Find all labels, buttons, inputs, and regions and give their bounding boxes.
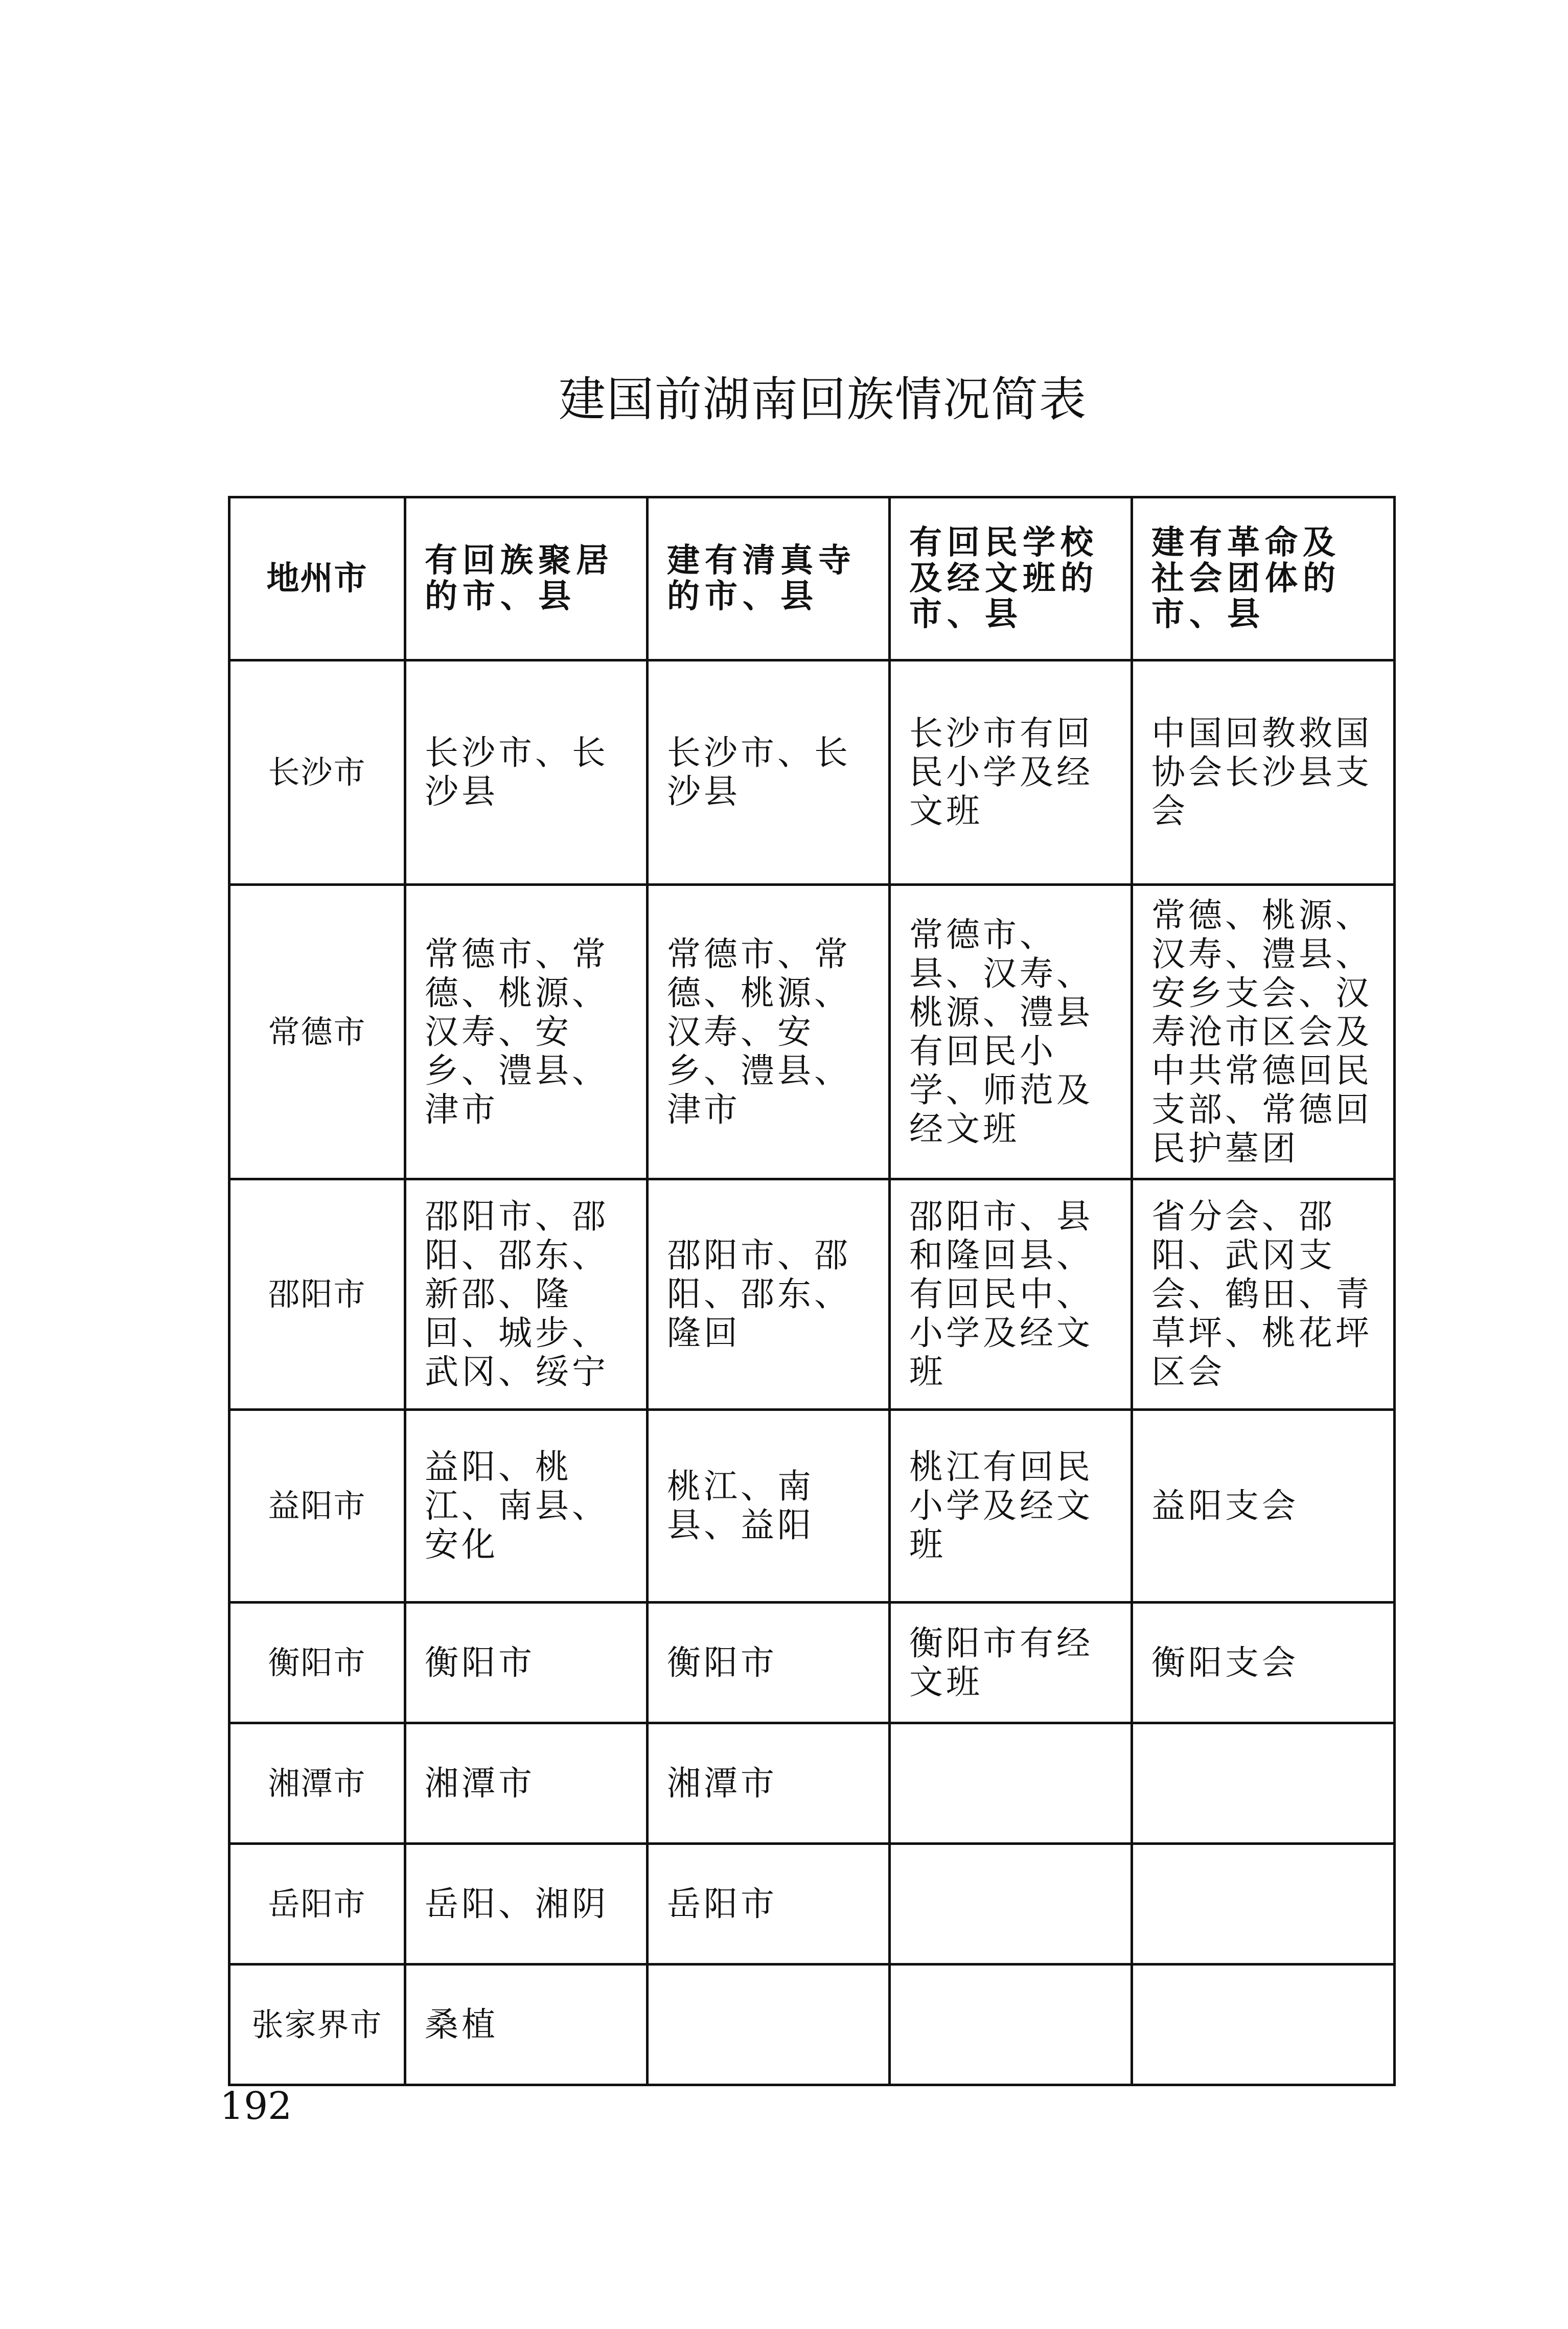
cell-organization: 省分会、邵阳、武冈支会、鹤田、青草坪、桃花坪区会 [1132,1179,1395,1410]
cell-region: 益阳市 [229,1410,405,1603]
table-row [229,1965,1395,2085]
cell-organization: 益阳支会 [1132,1410,1395,1603]
table-row [229,1410,1395,1603]
cell-settlement: 邵阳市、邵阳、邵东、新邵、隆回、城步、武冈、绥宁 [405,1179,648,1410]
header-region: 地州市 [229,497,405,660]
cell-organization [1132,1844,1395,1965]
cell-settlement: 岳阳、湘阴 [405,1844,648,1965]
cell-settlement: 湘潭市 [405,1723,648,1844]
cell-school: 衡阳市有经文班 [890,1603,1132,1723]
cell-mosque: 湘潭市 [648,1723,890,1844]
page-title: 建国前湖南回族情况简表 [558,372,1087,427]
cell-school: 长沙市有回民小学及经文班 [890,660,1132,885]
table-row [229,885,1395,1179]
table-row [229,1844,1395,1965]
header-school: 有回民学校及经文班的市、县 [890,497,1132,660]
summary-table-container [228,496,1393,2086]
cell-region: 常德市 [229,885,405,1179]
cell-settlement: 益阳、桃江、南县、安化 [405,1410,648,1603]
cell-organization: 常德、桃源、汉寿、澧县、安乡支会、汉寿沧市区会及中共常德回民支部、常德回民护墓团 [1132,885,1395,1179]
header-organization: 建有革命及社会团体的市、县 [1132,497,1395,660]
cell-region: 邵阳市 [229,1179,405,1410]
cell-organization [1132,1965,1395,2085]
cell-region: 湘潭市 [229,1723,405,1844]
table-row [229,660,1395,885]
cell-region: 岳阳市 [229,1844,405,1965]
cell-settlement: 桑植 [405,1965,648,2085]
cell-school: 桃江有回民小学及经文班 [890,1410,1132,1603]
cell-organization: 衡阳支会 [1132,1603,1395,1723]
table-row [229,1179,1395,1410]
cell-region: 张家界市 [229,1965,405,2085]
cell-mosque: 邵阳市、邵阳、邵东、隆回 [648,1179,890,1410]
cell-mosque: 桃江、南县、益阳 [648,1410,890,1603]
header-settlement: 有回族聚居的市、县 [405,497,648,660]
cell-mosque: 常德市、常德、桃源、汉寿、安乡、澧县、津市 [648,885,890,1179]
cell-settlement: 常德市、常德、桃源、汉寿、安乡、澧县、津市 [405,885,648,1179]
table-row [229,1603,1395,1723]
summary-table [228,496,1396,2086]
cell-school [890,1844,1132,1965]
header-mosque: 建有清真寺的市、县 [648,497,890,660]
cell-region: 长沙市 [229,660,405,885]
cell-organization: 中国回教救国协会长沙县支会 [1132,660,1395,885]
cell-settlement: 衡阳市 [405,1603,648,1723]
cell-mosque: 长沙市、长沙县 [648,660,890,885]
cell-school [890,1723,1132,1844]
cell-organization [1132,1723,1395,1844]
cell-settlement: 长沙市、长沙县 [405,660,648,885]
cell-mosque: 岳阳市 [648,1844,890,1965]
cell-school: 常德市、县、汉寿、桃源、澧县有回民小学、师范及经文班 [890,885,1132,1179]
cell-mosque: 衡阳市 [648,1603,890,1723]
cell-school [890,1965,1132,2085]
table-row [229,1723,1395,1844]
cell-school: 邵阳市、县和隆回县、有回民中、小学及经文班 [890,1179,1132,1410]
table-header-row [229,497,1395,660]
page-number: 192 [220,2084,292,2128]
cell-region: 衡阳市 [229,1603,405,1723]
cell-mosque [648,1965,890,2085]
